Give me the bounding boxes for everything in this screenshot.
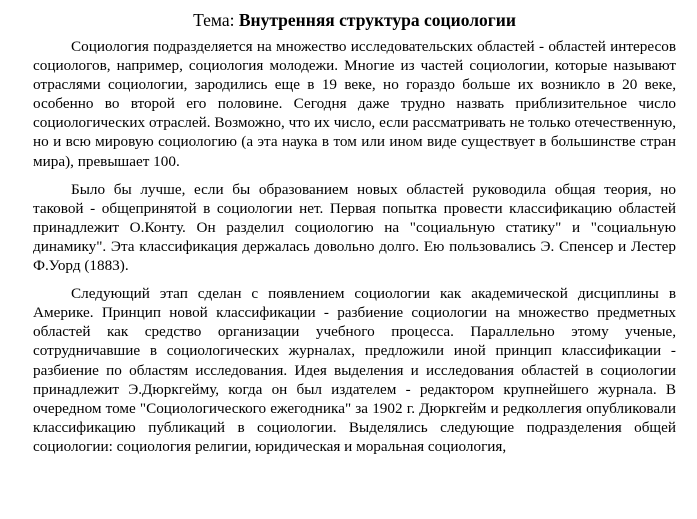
document-title <box>33 8 676 32</box>
document-page <box>33 8 676 465</box>
paragraph-1: Социология подразделяется на множество исследовательских областей - областей интересов социологов, например, социология молодежи. Многие из частей социологии, которые называют отраслями социологии, зародились еще в 19 веке, но гораздо больше их возникло в 20 веке, особенно во второй его половине. Сегодня даже трудно назвать приблизительное число социологических отраслей. Возможно, что их число, если рассматривать не только отечественную, но и всю мировую социологию (а эта наука в том или ином виде существует в большинстве стран мира), превышает 100. <box>33 38 676 170</box>
title-main: Внутренняя структура социологии <box>238 10 516 30</box>
title-prefix: Тема: <box>193 10 239 30</box>
paragraph-2: Было бы лучше, если бы образованием новых областей руководила общая теория, но таковой - общепринятой в социологии нет. Первая попытка провести классификацию областей принадлежит О.Конту. Он разделил социологию на "социальную статику" и "социальную динамику". Эта классификация держалась довольно долго. Ею пользовались Э. Спенсер и Лестер Ф.Уорд (1883). <box>33 180 676 275</box>
paragraph-3: Следующий этап сделан с появлением социологии как академической дисциплины в Америке. Принцип новой классификации - разбиение социологии на множество предметных областей как средство организации учебного процесса. Параллельно этому ученые, сотрудничавшие в социологических журналах, предложили иной принцип классификации - разбиение по областям исследования. Идея выделения и исследования областей в социологии принадлежит Э.Дюркгейму, когда он был издателем - редактором крупнейшего журнала. В очередном томе "Социологического ежегодника" за 1902 г. Дюркгейм и редколлегия опубликовали классификацию публикаций в социологии. Выделялись следующие подразделения общей социологии: социология религии, юридическая и моральная социология, <box>33 285 676 455</box>
